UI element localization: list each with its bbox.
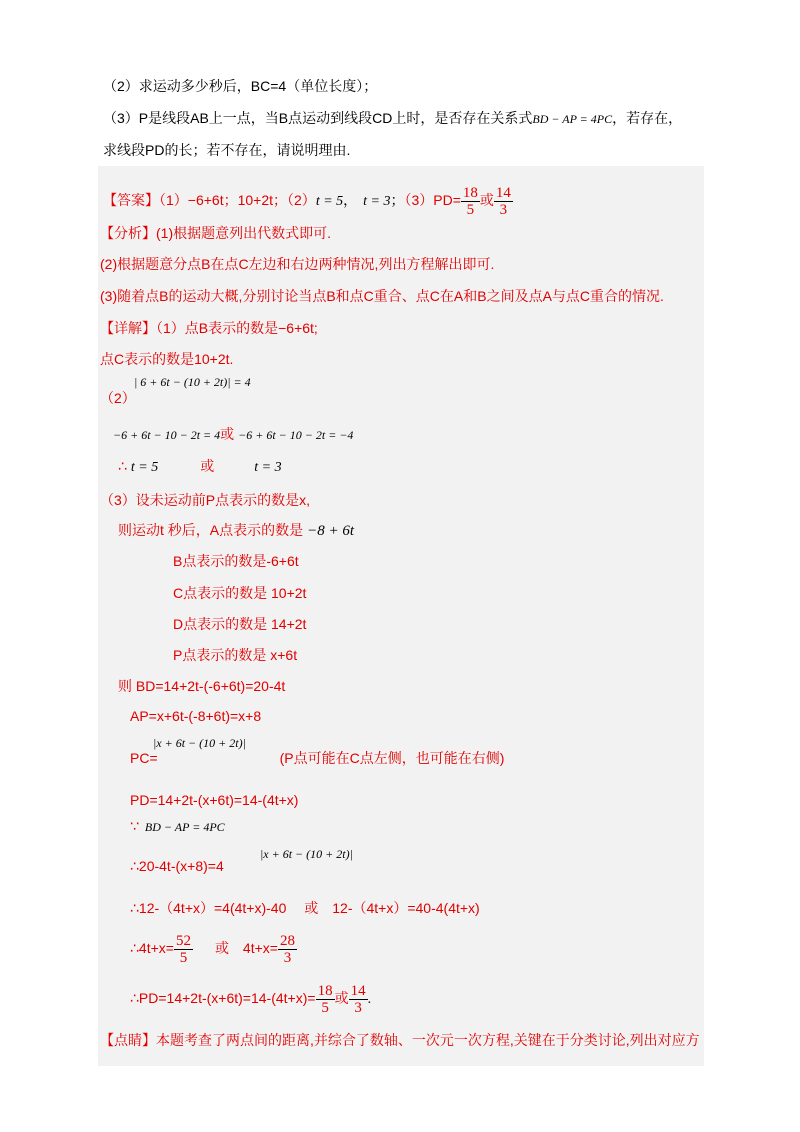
abs-equation: | 6 + 6t − (10 + 2t)| = 4 xyxy=(134,375,251,389)
fraction: $\frac{52}{5}$ xyxy=(175,932,191,966)
eq2-line: ∴12-（4t+x）=4(4t+x)-40 或 12-（4t+x）=40-4(4t+x) xyxy=(130,900,480,916)
analysis-line-3: (3)随着点B的运动大概,分别讨论当点B和点C重合、点C在A和B之间及点A与点C重合的情况. xyxy=(100,288,664,304)
d-point-line: D点表示的数是 14+2t xyxy=(173,616,307,632)
detail-line-2: 点C表示的数是10+2t. xyxy=(100,351,234,367)
question-2: （2）求运动多少秒后，BC=4（单位长度）； xyxy=(103,78,378,94)
pc-formula: |x + 6t − (10 + 2t)| xyxy=(153,736,246,750)
eq1-formula: |x + 6t − (10 + 2t)| xyxy=(260,847,353,861)
c-point-line: C点表示的数是 10+2t xyxy=(173,585,307,601)
fraction: $\frac{18}{5}$ xyxy=(462,184,478,218)
pc-line: PC= (P点可能在C点左侧，也可能在右侧) xyxy=(130,750,505,766)
t-solutions-line: ∴ t = 5 或 t = 3 xyxy=(118,458,282,475)
eq4-line: ∴PD=14+2t-(x+6t)=14-(4t+x)= $\frac{18}{5}$ 或 $\frac{14}{3}$ . xyxy=(130,982,372,1016)
fraction: $\frac{14}{3}$ xyxy=(495,184,511,218)
because-line: ∵ BD − AP = 4PC xyxy=(130,818,225,834)
fraction: $\frac{14}{3}$ xyxy=(350,982,366,1016)
relation-formula: BD − AP = 4PC xyxy=(532,112,613,126)
two-cases-line: −6 + 6t − 10 − 2t = 4或 −6 + 6t − 10 − 2t = −4 xyxy=(113,426,354,442)
b-point-line: B点表示的数是-6+6t xyxy=(173,553,299,569)
analysis-line-2: (2)根据题意分点B在点C左边和右边两种情况,列出方程解出即可. xyxy=(100,256,495,272)
analysis-label: 【分析】 xyxy=(100,225,156,241)
detail-part2-label: （2） xyxy=(100,390,136,406)
answer-label: 【答案】 xyxy=(103,192,159,208)
comment-line: 【点睛】本题考查了两点间的距离,并综合了数轴、一次元一次方程,关键在于分类讨论,列出对应方 xyxy=(100,1032,700,1048)
eq1-line: ∴20-4t-(x+8)=4 xyxy=(130,858,224,874)
detail-part3-intro: （3）设未运动前P点表示的数是x, xyxy=(100,492,311,508)
analysis-line-1: 【分析】(1)根据题意列出代数式即可. xyxy=(100,225,331,241)
answer-line: 【答案】（1）−6+6t；10+2t；（2）t = 5， t = 3；（3）PD= $\frac{18}{5}$ 或 $\frac{14}{3}$ xyxy=(103,184,511,218)
a-point-line: 则运动t 秒后，A点表示的数是 −8 + 6t xyxy=(118,522,355,539)
question-3-cont: 求线段PD的长；若不存在，请说明理由. xyxy=(103,142,351,158)
eq3-line: ∴4t+x= $\frac{52}{5}$ 或 4t+x= $\frac{28}{3}$ xyxy=(130,932,295,966)
detail-line-1: 【详解】（1）点B表示的数是−6+6t; xyxy=(100,320,318,336)
fraction: $\frac{18}{5}$ xyxy=(317,982,333,1016)
comment-label: 【点睛】 xyxy=(100,1032,156,1048)
bd-line: 则 BD=14+2t-(-6+6t)=20-4t xyxy=(118,678,286,694)
pd-line: PD=14+2t-(x+6t)=14-(4t+x) xyxy=(130,792,299,808)
detail-label: 【详解】 xyxy=(100,320,156,336)
question-3-line: （3）P是线段AB上一点，当B点运动到线段CD上时，是否存在关系式BD − AP = 4PC，若存在， xyxy=(103,110,683,126)
ap-line: AP=x+6t-(-8+6t)=x+8 xyxy=(130,708,262,724)
p-point-line: P点表示的数是 x+6t xyxy=(173,647,298,663)
fraction: $\frac{28}{3}$ xyxy=(279,932,295,966)
